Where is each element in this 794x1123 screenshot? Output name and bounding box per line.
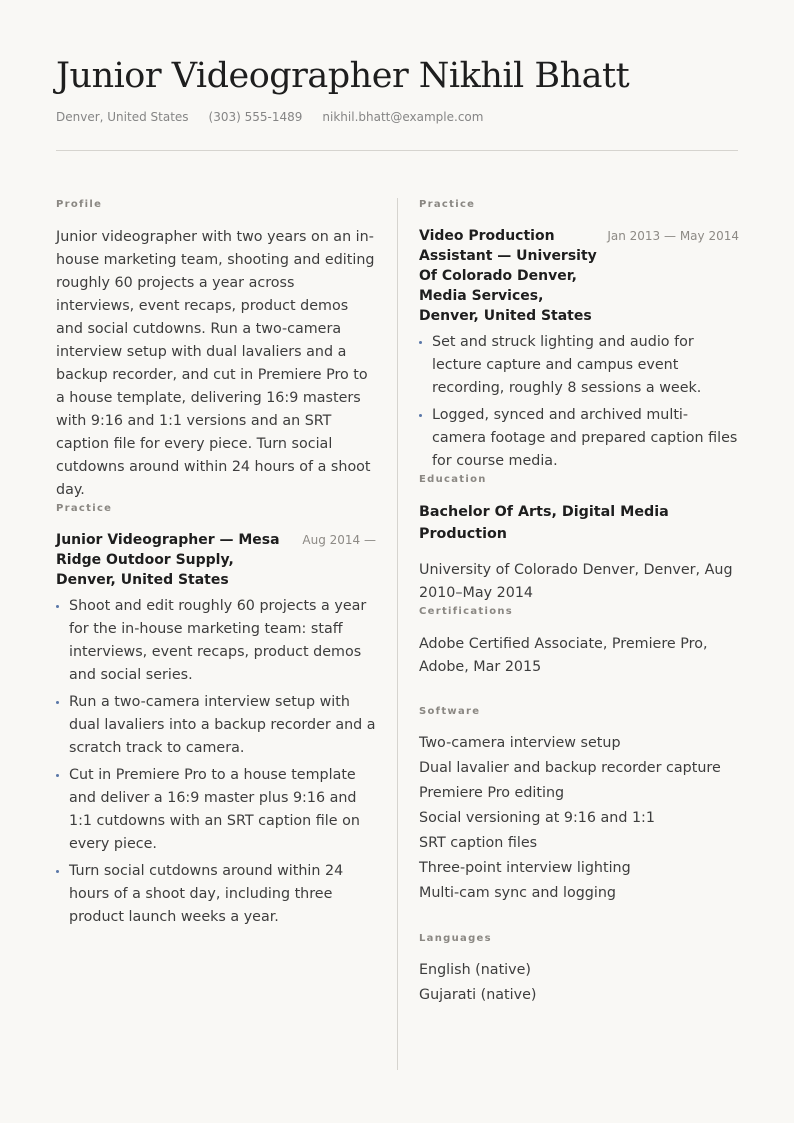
- column-divider: [397, 198, 398, 1070]
- bullet-icon: [56, 605, 59, 608]
- certifications-heading: Certifications: [419, 606, 514, 617]
- bullet-text: Run a two-camera interview setup with dual lavaliers into a backup recorder and a scratch track to camera.: [69, 694, 376, 756]
- software-section: [419, 705, 739, 906]
- job-date: Aug 2014 —: [302, 533, 376, 547]
- job-title: Junior Videographer — Mesa Ridge Outdoor Supply, Denver, United States: [56, 532, 280, 588]
- list-item: Three-point interview lighting: [419, 860, 631, 876]
- practice-heading: Practice: [56, 503, 113, 514]
- languages-section: [419, 932, 739, 1008]
- profile-section: [56, 198, 376, 502]
- bullet-icon: [56, 774, 59, 777]
- header-divider: [56, 150, 738, 151]
- resume-header: [56, 54, 738, 124]
- job-bullets: [56, 595, 376, 929]
- list-item: [56, 595, 376, 687]
- practice-section-right: [419, 198, 739, 473]
- list-item: Gujarati (native): [419, 987, 537, 1003]
- software-list: [419, 731, 739, 906]
- profile-text: Junior videographer with two years on an in-house marketing team, shooting and editing roughly 60 projects a year across interviews, event recaps, product demos and social cutdowns. Run a two-camera interview setup with dual lavaliers and a backup recorder, and cut in Premiere Pro to a house template, delivering 16:9 masters with 9:16 and 1:1 versions and an SRT caption file for every piece. Turn social cutdowns around within 24 hours of a shoot day.: [56, 229, 375, 498]
- job-title: Video Production Assistant — University Of Colorado Denver, Media Services, Denver, United States: [419, 228, 597, 324]
- practice-heading: Practice: [419, 199, 476, 210]
- bullet-icon: [56, 870, 59, 873]
- phone-text: (303) 555-1489: [208, 110, 303, 124]
- degree-title: Bachelor Of Arts, Digital Media Production: [419, 504, 669, 542]
- bullet-text: Shoot and edit roughly 60 projects a year for the in-house marketing team: staff interviews, event recaps, product demos and social series.: [69, 598, 367, 683]
- list-item: Dual lavalier and backup recorder capture: [419, 760, 721, 776]
- list-item: Premiere Pro editing: [419, 785, 565, 801]
- bullet-icon: [56, 701, 59, 704]
- list-item: [56, 691, 376, 760]
- list-item: [56, 764, 376, 856]
- profile-heading: Profile: [56, 199, 103, 210]
- list-item: Social versioning at 9:16 and 1:1: [419, 810, 655, 826]
- candidate-name: Junior Videographer Nikhil Bhatt: [56, 56, 630, 96]
- bullet-text: Logged, synced and archived multi-camera footage and prepared caption files for course media.: [432, 407, 738, 469]
- list-item: Two-camera interview setup: [419, 735, 621, 751]
- left-column: [56, 198, 376, 933]
- list-item: Multi-cam sync and logging: [419, 885, 616, 901]
- contact-line: [56, 110, 738, 124]
- bullet-text: Set and struck lighting and audio for lecture capture and campus event recording, roughly 8 sessions a week.: [432, 334, 702, 396]
- list-item: SRT caption files: [419, 835, 538, 851]
- job-bullets: [419, 331, 739, 473]
- list-item: [419, 404, 739, 473]
- job-header: [56, 530, 376, 590]
- education-section: [419, 473, 739, 605]
- list-item: [56, 860, 376, 929]
- bullet-icon: [419, 414, 422, 417]
- practice-section-left: [56, 502, 376, 929]
- bullet-text: Cut in Premiere Pro to a house template and deliver a 16:9 master plus 9:16 and 1:1 cutdowns with an SRT caption file on every piece.: [69, 767, 360, 852]
- school-text: University of Colorado Denver, Denver, Aug 2010–May 2014: [419, 562, 733, 601]
- bullet-text: Turn social cutdowns around within 24 hours of a shoot day, including three product launch weeks a year.: [69, 863, 344, 925]
- education-heading: Education: [419, 474, 487, 485]
- email-text: nikhil.bhatt@example.com: [322, 110, 484, 124]
- job-date: Jan 2013 — May 2014: [607, 229, 739, 243]
- job-header: [419, 226, 739, 326]
- software-heading: Software: [419, 706, 481, 717]
- list-item: [419, 331, 739, 400]
- certifications-section: [419, 605, 739, 679]
- location-text: Denver, United States: [56, 110, 189, 124]
- languages-list: [419, 958, 739, 1008]
- right-column: [419, 198, 739, 1008]
- bullet-icon: [419, 341, 422, 344]
- list-item: English (native): [419, 962, 531, 978]
- languages-heading: Languages: [419, 933, 492, 944]
- certification-text: Adobe Certified Associate, Premiere Pro, Adobe, Mar 2015: [419, 636, 708, 675]
